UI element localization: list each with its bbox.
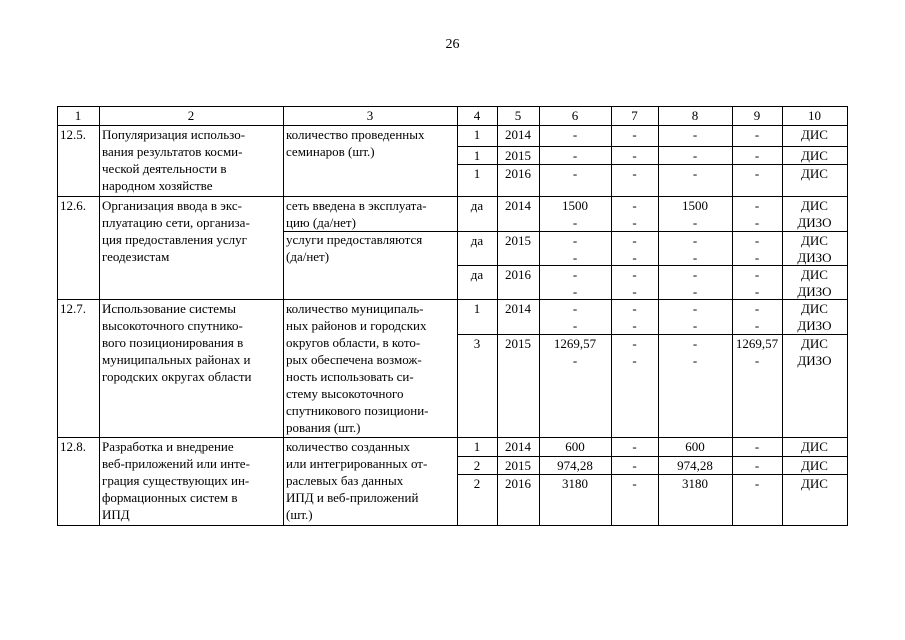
cell-c10: ДИС [801, 166, 828, 181]
indicator-text: количество созданных [286, 439, 411, 454]
cell-c9: - [754, 198, 760, 213]
cell-c8: 600 [685, 439, 705, 454]
cell-c6: 1269,57 [553, 336, 597, 351]
cell-c10: ДИС [801, 267, 828, 282]
cell-c9: - [754, 250, 760, 265]
cell-c7: - [632, 476, 637, 491]
cell-c8: 974,28 [677, 458, 713, 473]
cell-c4: 1 [473, 439, 481, 454]
header-cell-9: 9 [753, 108, 761, 123]
cell-year: 2016 [505, 267, 531, 282]
indicator-text: услуги предоставляются [286, 232, 423, 247]
cell-c7: - [632, 318, 637, 333]
cell-c10: ДИЗО [797, 353, 832, 368]
cell-c9: - [754, 215, 760, 230]
program-table [57, 106, 847, 526]
cell-c9: - [754, 318, 760, 333]
activity-text: ция предоставления услуг [102, 232, 247, 247]
cell-c9: - [754, 267, 760, 282]
cell-c4: 1 [473, 166, 481, 181]
cell-c4: да [470, 233, 484, 248]
cell-year: 2016 [505, 166, 531, 181]
cell-c9: - [754, 233, 760, 248]
cell-c6: - [572, 148, 578, 163]
cell-c10: ДИС [801, 233, 828, 248]
cell-c6: - [572, 250, 578, 265]
indicator-text: или интегрированных от- [286, 456, 428, 471]
header-cell-6: 6 [571, 108, 579, 123]
indicator-text: рования (шт.) [286, 420, 361, 435]
indicator-text: стему высокоточного [286, 386, 404, 401]
cell-c8: 1500 [682, 198, 708, 213]
header-cell-5: 5 [514, 108, 522, 123]
cell-year: 2014 [505, 301, 531, 316]
cell-c4: 1 [473, 301, 481, 316]
cell-c8: - [692, 318, 698, 333]
indicator-text: (да/нет) [286, 249, 330, 264]
activity-text: муниципальных районах и [102, 352, 251, 367]
indicator-text: раслевых баз данных [286, 473, 404, 488]
cell-c10: ДИС [801, 458, 828, 473]
cell-c6: 3180 [562, 476, 588, 491]
activity-text: городских округах области [102, 369, 252, 384]
cell-c8: - [692, 353, 698, 368]
cell-c7: - [632, 166, 637, 181]
activity-text: высокоточного спутнико- [102, 318, 243, 333]
header-cell-1: 1 [74, 108, 82, 123]
cell-c9: - [754, 476, 760, 491]
cell-c10: ДИС [801, 439, 828, 454]
cell-c8: - [692, 233, 698, 248]
cell-c4: 1 [473, 127, 481, 142]
cell-c4: 1 [473, 148, 481, 163]
cell-c7: - [632, 233, 637, 248]
cell-year: 2016 [505, 476, 531, 491]
header-cell-4: 4 [473, 108, 481, 123]
cell-c10: ДИЗО [797, 318, 832, 333]
cell-c7: - [632, 267, 637, 282]
cell-year: 2015 [505, 148, 531, 163]
indicator-text: ИПД и веб-приложений [286, 490, 419, 505]
cell-c9: 1269,57 [735, 336, 779, 351]
header-cell-3: 3 [366, 108, 374, 123]
indicator-text: ность использовать си- [286, 369, 414, 384]
cell-c6: - [572, 215, 578, 230]
row-id: 12.7. [60, 301, 86, 316]
cell-c7: - [632, 284, 637, 299]
cell-c9: - [754, 284, 760, 299]
cell-c6: - [572, 318, 578, 333]
cell-year: 2015 [505, 233, 531, 248]
cell-c8: 3180 [682, 476, 708, 491]
cell-c10: ДИЗО [797, 215, 832, 230]
cell-c6: 600 [565, 439, 585, 454]
cell-c6: - [572, 301, 578, 316]
header-cell-10: 10 [808, 108, 821, 123]
cell-year: 2014 [505, 439, 531, 454]
cell-c10: ДИС [801, 476, 828, 491]
cell-c9: - [754, 439, 760, 454]
cell-c8: - [692, 250, 698, 265]
cell-c8: - [692, 148, 698, 163]
indicator-text: спутникового позициони- [286, 403, 429, 418]
activity-text: геодезистам [102, 249, 170, 264]
cell-c7: - [632, 458, 637, 473]
cell-c6: - [572, 166, 578, 181]
indicator-text: количество муниципаль- [286, 301, 424, 316]
row-id: 12.6. [60, 198, 86, 213]
cell-c8: - [692, 284, 698, 299]
cell-c7: - [632, 198, 637, 213]
activity-text: народном хозяйстве [102, 178, 213, 193]
row-id: 12.8. [60, 439, 86, 454]
cell-c9: - [754, 166, 760, 181]
column-line-1 [99, 106, 100, 525]
column-line-2 [283, 106, 284, 525]
cell-c9: - [754, 148, 760, 163]
cell-c10: ДИС [801, 198, 828, 213]
cell-c7: - [632, 353, 637, 368]
cell-year: 2014 [505, 198, 531, 213]
cell-c8: - [692, 267, 698, 282]
cell-c6: - [572, 233, 578, 248]
page-number: 26 [445, 37, 460, 52]
indicator-text: сеть введена в эксплуата- [286, 198, 427, 213]
cell-c10: ДИС [801, 301, 828, 316]
cell-c6: - [572, 267, 578, 282]
cell-c10: ДИЗО [797, 250, 832, 265]
cell-c10: ДИЗО [797, 284, 832, 299]
activity-text: ИПД [102, 507, 130, 522]
cell-year: 2014 [505, 127, 531, 142]
cell-c8: - [692, 215, 698, 230]
indicator-text: количество проведенных [286, 127, 425, 142]
activity-text: Использование системы [102, 301, 236, 316]
cell-c7: - [632, 301, 637, 316]
header-cell-7: 7 [631, 108, 638, 123]
cell-c7: - [632, 336, 637, 351]
indicator-text: рых обеспечена возмож- [286, 352, 422, 367]
cell-year: 2015 [505, 458, 531, 473]
column-line-10 [847, 106, 848, 525]
cell-c7: - [632, 148, 637, 163]
cell-c8: - [692, 127, 698, 142]
cell-c4: 2 [473, 476, 481, 491]
cell-c6: - [572, 127, 578, 142]
table-bottom-line [57, 525, 848, 526]
cell-c6: - [572, 284, 578, 299]
activity-text: Организация ввода в экс- [102, 198, 242, 213]
indicator-text: ных районов и городских [286, 318, 427, 333]
cell-c9: - [754, 127, 760, 142]
cell-c6: 974,28 [557, 458, 593, 473]
cell-c9: - [754, 353, 760, 368]
activity-text: вания результатов косми- [102, 144, 243, 159]
cell-c4: 2 [473, 458, 481, 473]
indicator-text: цию (да/нет) [286, 215, 356, 230]
cell-c7: - [632, 127, 637, 142]
cell-c6: 1500 [562, 198, 588, 213]
cell-c10: ДИС [801, 148, 828, 163]
row-id: 12.5. [60, 127, 86, 142]
cell-year: 2015 [505, 336, 531, 351]
column-line-0 [57, 106, 58, 525]
cell-c8: - [692, 301, 698, 316]
cell-c10: ДИС [801, 336, 828, 351]
cell-c7: - [632, 439, 637, 454]
indicator-text: (шт.) [286, 507, 313, 522]
activity-text: Популяризация использо- [102, 127, 246, 142]
cell-c7: - [632, 250, 637, 265]
header-cell-2: 2 [187, 108, 195, 123]
cell-c8: - [692, 166, 698, 181]
cell-c9: - [754, 301, 760, 316]
cell-c7: - [632, 215, 637, 230]
activity-text: плуатацию сети, организа- [102, 215, 250, 230]
activity-text: веб-приложений или инте- [102, 456, 250, 471]
indicator-text: округов области, в кото- [286, 335, 421, 350]
cell-c4: 3 [473, 336, 481, 351]
activity-text: формационных систем в [102, 490, 238, 505]
activity-text: грация существующих ин- [102, 473, 250, 488]
cell-c4: да [470, 267, 484, 282]
cell-c6: - [572, 353, 578, 368]
indicator-text: семинаров (шт.) [286, 144, 375, 159]
cell-c8: - [692, 336, 698, 351]
cell-c9: - [754, 458, 760, 473]
activity-text: ческой деятельности в [102, 161, 227, 176]
activity-text: вого позиционирования в [102, 335, 244, 350]
activity-text: Разработка и внедрение [102, 439, 234, 454]
cell-c10: ДИС [801, 127, 828, 142]
cell-c4: да [470, 198, 484, 213]
header-cell-8: 8 [691, 108, 699, 123]
